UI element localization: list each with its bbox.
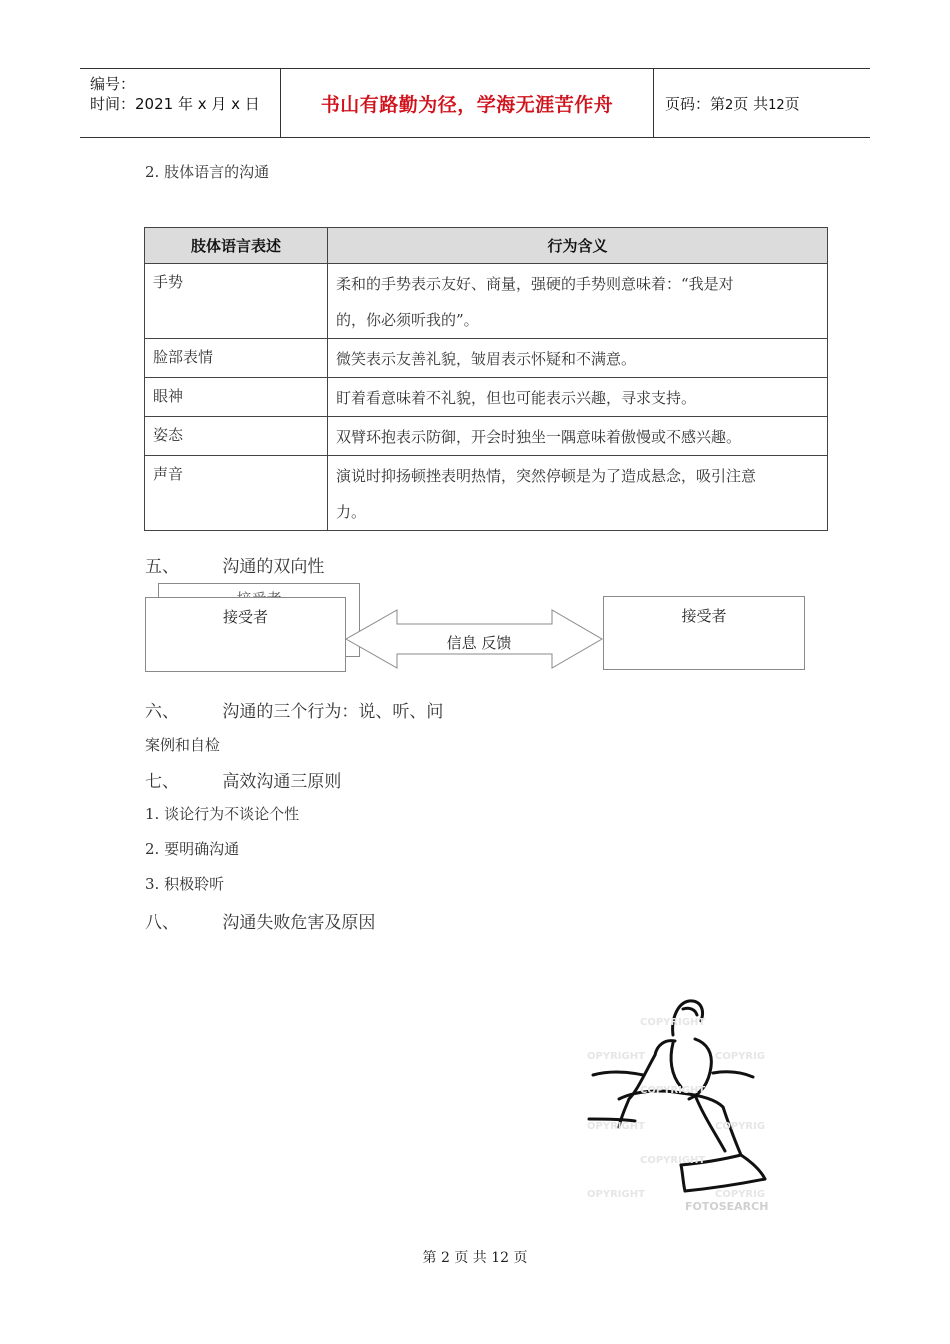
meaning-line: 力。	[336, 503, 367, 521]
time-label: 时间：2021 年 x 月 x 日	[90, 95, 260, 113]
table-header-term: 肢体语言表述	[145, 228, 328, 264]
table-row	[145, 378, 828, 417]
table-header-row	[145, 228, 828, 264]
table-header-meaning: 行为含义	[328, 228, 828, 264]
section5-heading	[145, 552, 324, 577]
meaning-line: 微笑表示友善礼貌，皱眉表示怀疑和不满意。	[336, 350, 637, 368]
section8-heading	[145, 908, 375, 933]
svg-text:OPYRIGHT: OPYRIGHT	[587, 1051, 645, 1062]
table-cell-meaning	[328, 417, 828, 456]
case-line: 案例和自检	[145, 736, 221, 754]
table-row	[145, 417, 828, 456]
number-label: 编号：	[90, 75, 136, 93]
page-number-label	[665, 93, 800, 114]
footer-current: 2	[440, 1250, 450, 1266]
motto: 书山有路勤为径，学海无涯苦作舟	[320, 93, 614, 116]
receiver-box-right: 接受者	[603, 596, 805, 670]
header-motto-cell	[280, 69, 654, 137]
section8-title: 沟通失败危害及原因	[222, 913, 376, 933]
header-meta	[80, 69, 280, 137]
table-cell-term: 姿态	[145, 417, 328, 456]
body-language-table	[144, 227, 828, 531]
table-cell-meaning	[328, 339, 828, 378]
principle-item: 2. 要明确沟通	[145, 840, 240, 858]
table-cell-term: 脸部表情	[145, 339, 328, 378]
section6-heading	[145, 697, 443, 722]
footer-suffix: 页	[513, 1250, 528, 1266]
page-mid: 页 共	[733, 94, 769, 113]
page-footer	[0, 1247, 950, 1267]
section5-number: 五、	[145, 557, 179, 577]
meaning-line: 双臂环抱表示防御，开会时独坐一隅意味着傲慢或不感兴趣。	[336, 428, 742, 446]
meaning-line: 的，你必须听我的”。	[336, 311, 479, 329]
table-cell-meaning	[328, 264, 828, 339]
receiver-box-left: 接受者	[145, 597, 346, 672]
svg-text:OPYRIGHT: OPYRIGHT	[587, 1189, 645, 1200]
svg-text:OPYRIGHT: OPYRIGHT	[587, 1121, 645, 1132]
footer-total: 12	[491, 1250, 510, 1266]
table-cell-term: 声音	[145, 456, 328, 531]
section8-number: 八、	[145, 913, 179, 933]
page-total: 12	[768, 97, 785, 113]
footer-mid1: 页	[454, 1250, 469, 1266]
footer-prefix: 第	[422, 1250, 437, 1266]
table-cell-meaning	[328, 456, 828, 531]
table-cell-term: 眼神	[145, 378, 328, 417]
section6-title: 沟通的三个行为：说、听、问	[222, 702, 444, 722]
meaning-line: 盯着看意味着不礼貌，但也可能表示兴趣，寻求支持。	[336, 389, 697, 407]
page-prefix: 页码：第	[665, 94, 726, 113]
footer-mid2: 共	[472, 1250, 487, 1266]
watermark-fotosearch: FOTOSEARCH	[685, 1200, 769, 1213]
table-row	[145, 264, 828, 339]
section5-title: 沟通的双向性	[222, 557, 325, 577]
meaning-line: 柔和的手势表示友好、商量，强硬的手势则意味着：“我是对	[336, 275, 734, 293]
table-row	[145, 339, 828, 378]
page-header	[80, 68, 870, 138]
arrow-label: 信息 反馈	[446, 634, 512, 652]
meaning-line: 演说时抑扬顿挫表明热情，突然停顿是为了造成悬念，吸引注意	[336, 467, 757, 485]
svg-text:COPYRIG: COPYRIG	[715, 1189, 766, 1200]
section7-number: 七、	[145, 772, 179, 792]
section2-title: 2. 肢体语言的沟通	[145, 163, 270, 181]
table-cell-meaning	[328, 378, 828, 417]
principle-item: 3. 积极聆听	[145, 875, 225, 893]
section7-title: 高效沟通三原则	[222, 772, 342, 792]
svg-text:COPYRIGHT: COPYRIGHT	[640, 1085, 706, 1096]
svg-text:COPYRIG: COPYRIG	[715, 1051, 766, 1062]
watermark-copyright	[587, 1017, 765, 1200]
section7-heading	[145, 767, 341, 792]
table-row	[145, 456, 828, 531]
seated-person-illustration	[585, 995, 785, 1215]
seated-person-drawing	[585, 995, 785, 1215]
svg-text:COPYRIG: COPYRIG	[715, 1121, 766, 1132]
table-cell-term: 手势	[145, 264, 328, 339]
watermark-text: COPYRIGHT	[640, 1017, 706, 1028]
svg-text:COPYRIGHT: COPYRIGHT	[640, 1155, 706, 1166]
principle-item: 1. 谈论行为不谈论个性	[145, 805, 300, 823]
page-current: 2	[725, 97, 734, 113]
page-suffix: 页	[784, 94, 800, 113]
header-page-cell	[653, 69, 870, 137]
section6-number: 六、	[145, 702, 179, 722]
